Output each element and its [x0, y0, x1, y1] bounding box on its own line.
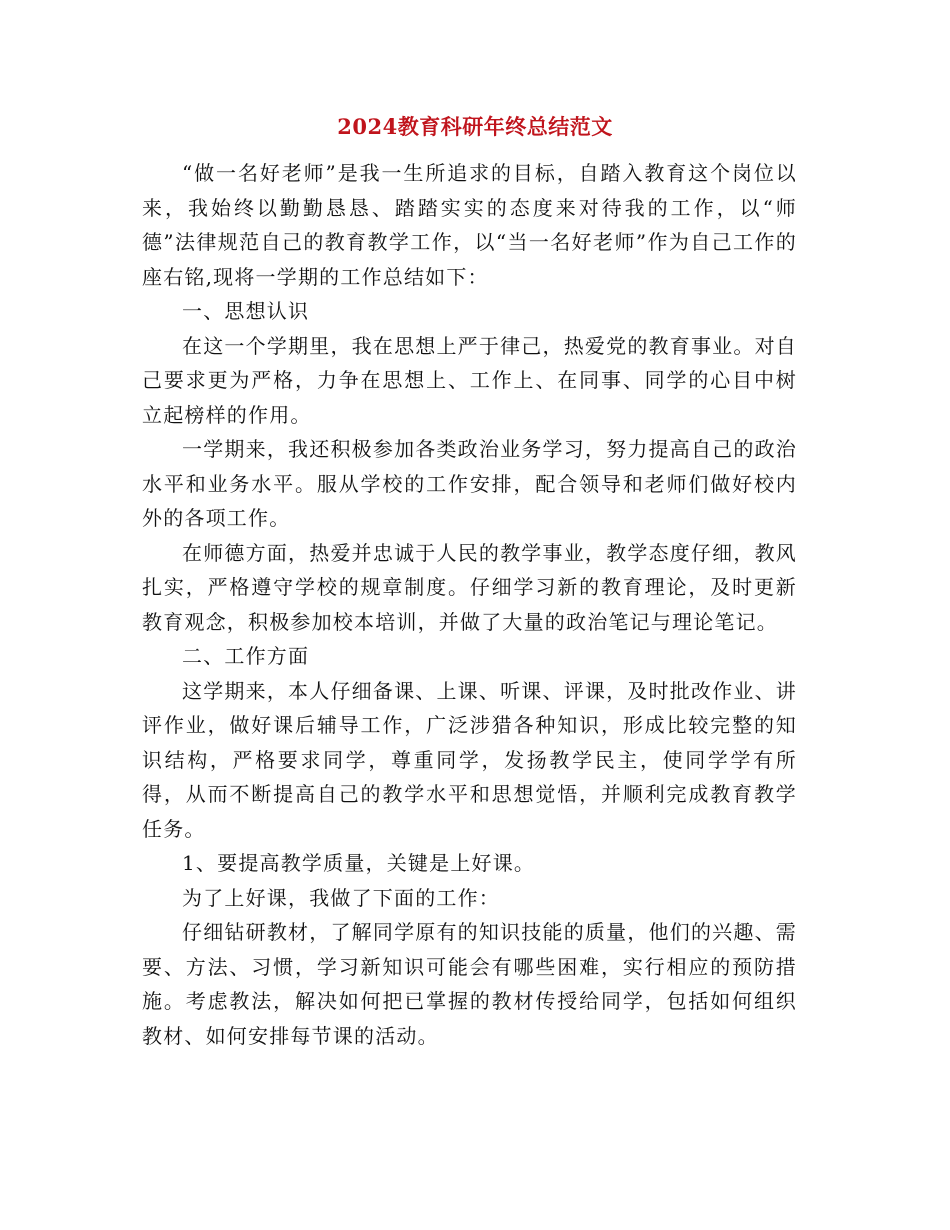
- paragraph-thought-1: 在这一个学期里，我在思想上严于律己，热爱党的教育事业。对自己要求更为严格，力争在思想上、工作上、在同事、同学的心目中树立起榜样的作用。: [142, 333, 797, 427]
- section-heading-work: 二、工作方面: [182, 644, 310, 668]
- document-title: 2024教育科研年终总结范文: [337, 114, 613, 139]
- section-heading-thought: 一、思想认识: [182, 299, 310, 323]
- paragraph-work-3: 仔细钻研教材，了解同学原有的知识技能的质量，他们的兴趣、需要、方法、习惯，学习新知识可能会有哪些困难，实行相应的预防措施。考虑教法，解决如何把已掌握的教材传授给同学，包括如何组织教材、如何安排每节课的活动。: [142, 920, 797, 1048]
- document-body: [142, 156, 797, 1053]
- paragraph-thought-3: 在师德方面，热爱并忠诚于人民的教学事业，教学态度仔细，教风扎实，严格遵守学校的规章制度。仔细学习新的教育理论，及时更新教育观念，积极参加校本培训，并做了大量的政治笔记与理论笔记。: [142, 540, 797, 634]
- paragraph-work-2: 为了上好课，我做了下面的工作：: [182, 885, 500, 910]
- paragraph-thought-2: 一学期来，我还积极参加各类政治业务学习，努力提高自己的政治水平和业务水平。服从学校的工作安排，配合领导和老师们做好校内外的各项工作。: [142, 437, 797, 530]
- paragraph-work-1: 这学期来，本人仔细备课、上课、听课、评课，及时批改作业、讲评作业，做好课后辅导工作，广泛涉猎各种知识，形成比较完整的知识结构，严格要求同学，尊重同学，发扬教学民主，使同学学有所得，从而不断提高自己的教学水平和思想觉悟，并顺利完成教育教学任务。: [142, 678, 797, 841]
- paragraph-intro: “做一名好老师”是我一生所追求的目标，自踏入教育这个岗位以来，我始终以勤勤恳恳、踏踏实实的态度来对待我的工作，以“师德”法律规范自己的教育教学工作，以“当一名好老师”作为自己工作的座右铭,现将一学期的工作总结如下：: [142, 161, 797, 289]
- subheading-teaching-quality: 1、要提高教学质量，关键是上好课。: [182, 851, 536, 875]
